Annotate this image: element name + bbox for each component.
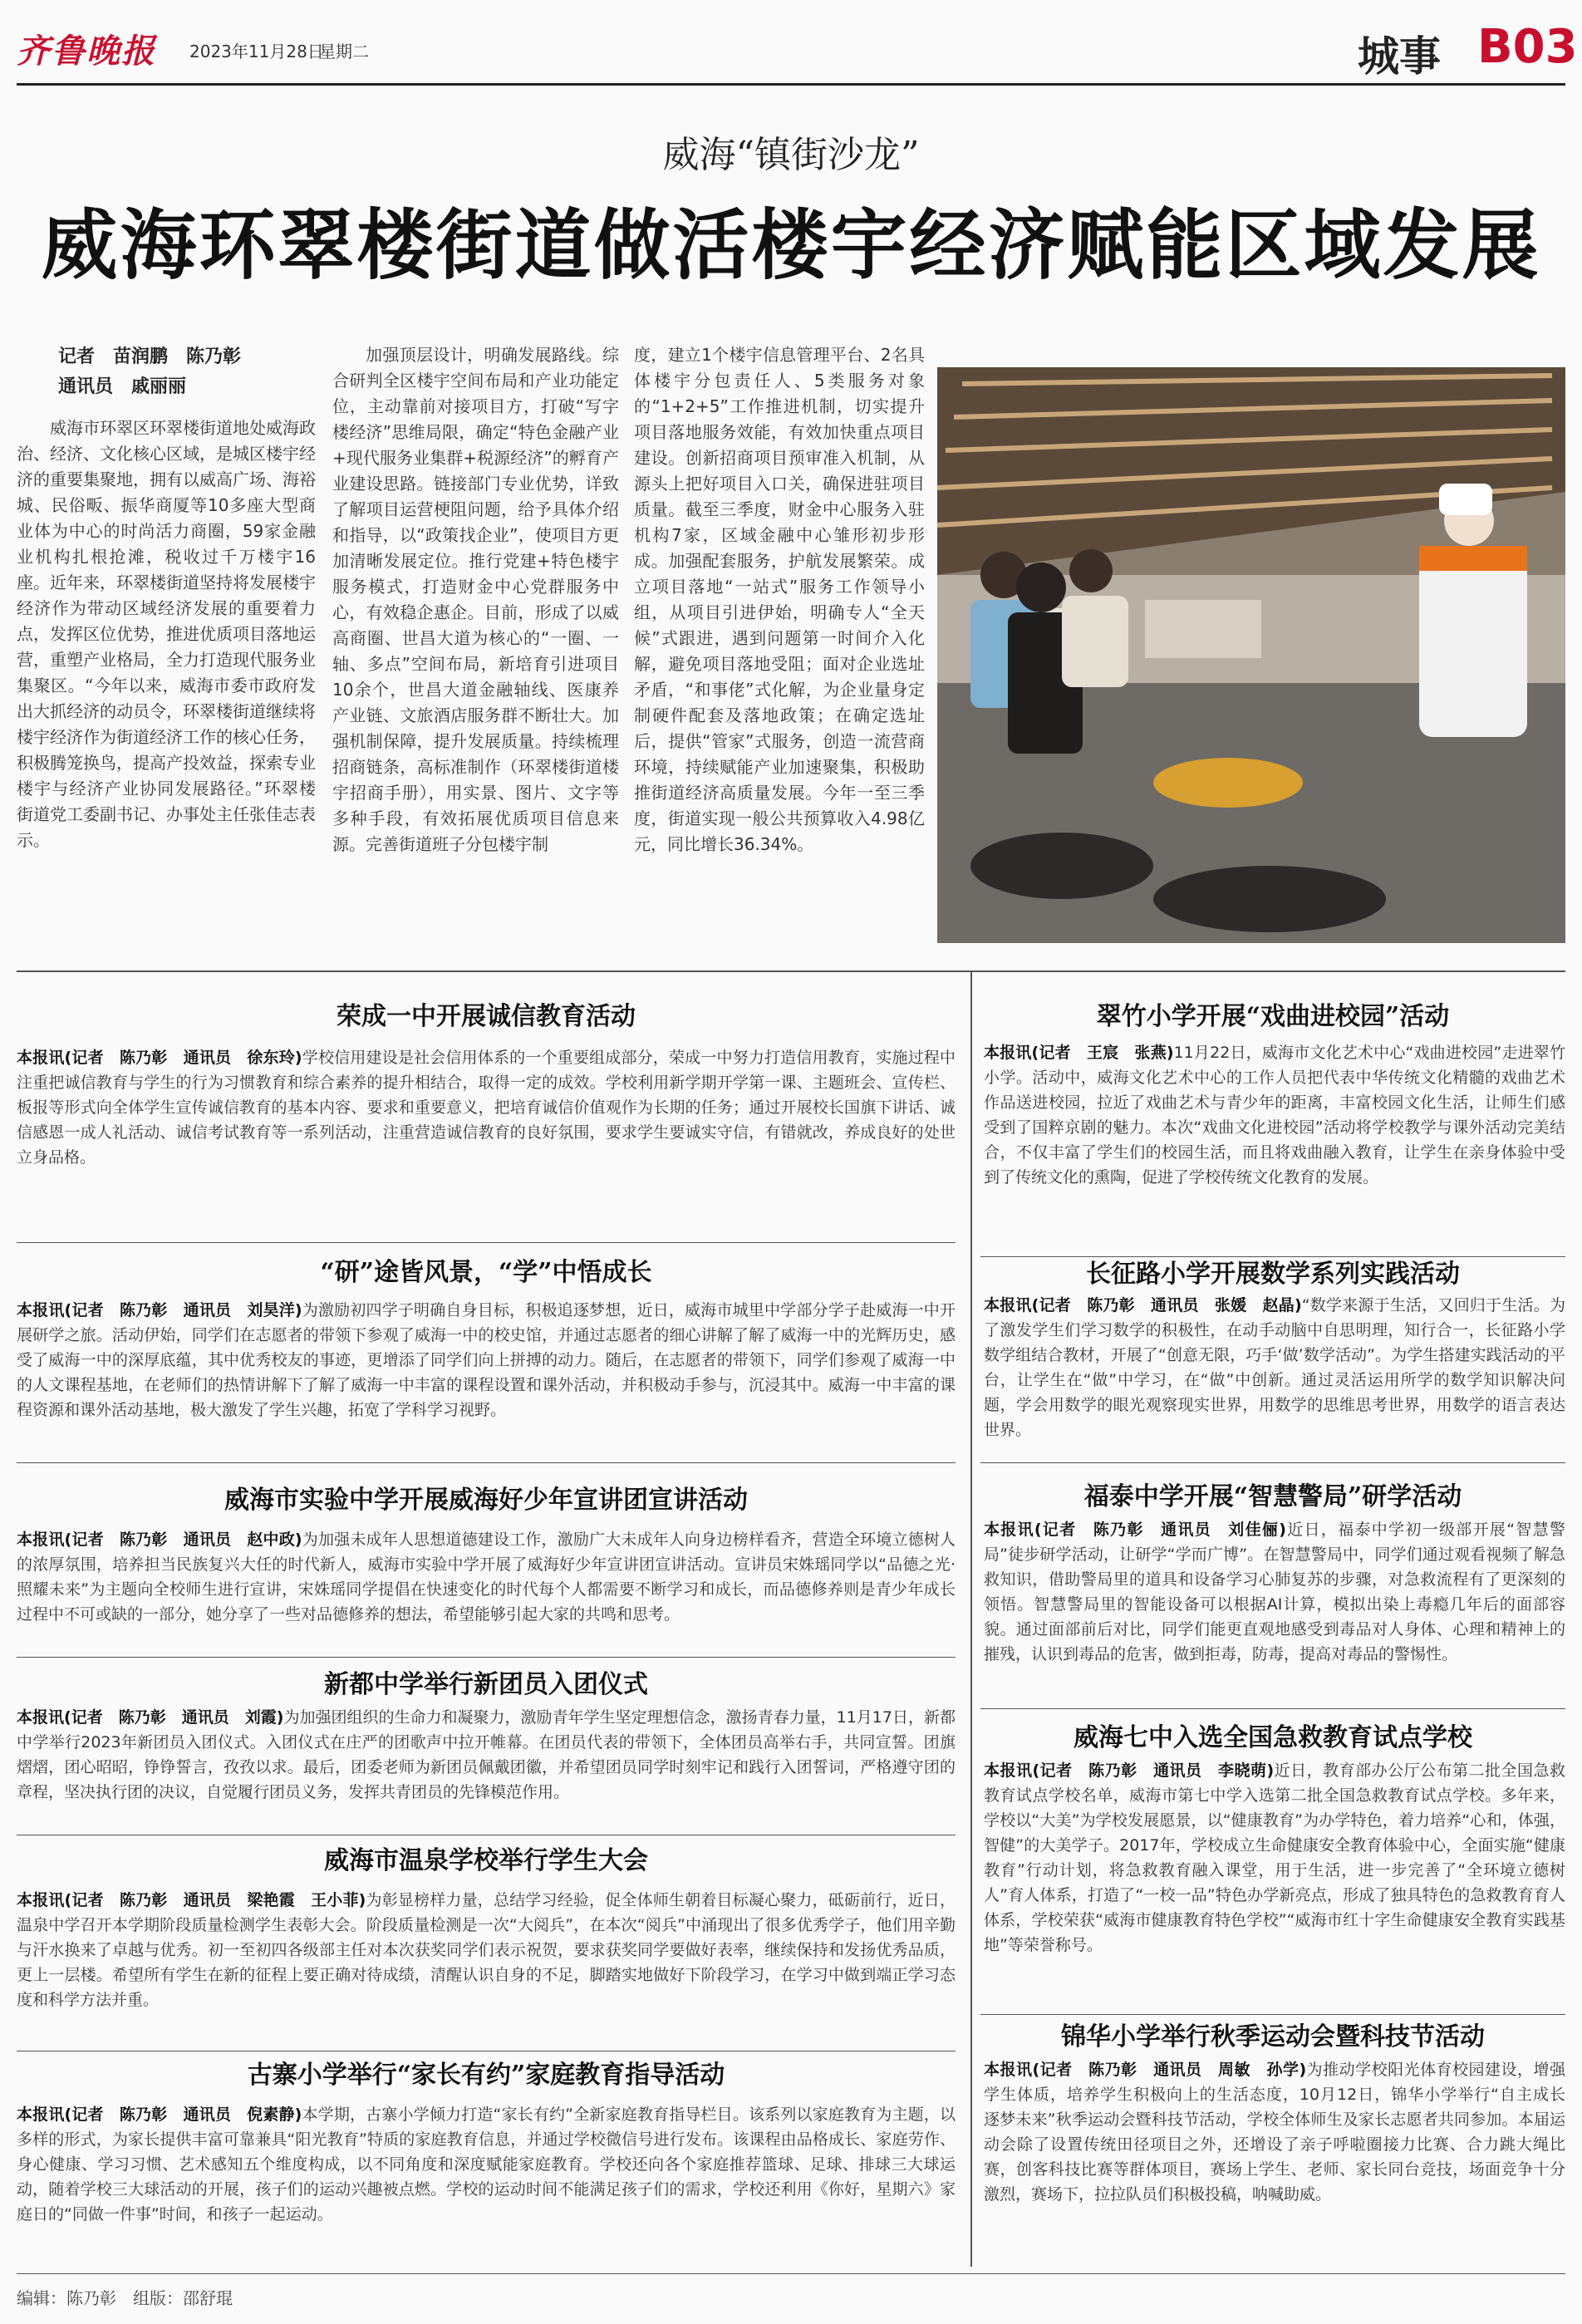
issue-date: 2023年11月28日 [189, 42, 324, 61]
article-body [17, 1705, 956, 1830]
article-text: 本学期，古寨小学倾力打造“家长有约”全新家庭教育指导栏目。该系列以家庭教育为主题，以多样的形式，为家长提供丰富可靠兼具“阳光教育”特质的家庭教育信息，并通过学校微信号进行发布。该课程由品格成长、家庭劳作、身心健康、学习习惯、艺术感知五个维度构成，以不同角度和深度赋能家庭教育。学校还向各个家庭推荐篮球、足球、排球三大球运动，随着学校三大球活动的开展，孩子们的运动兴趣被点燃。学校的运动时间不能满足孩子们的需求，学校还利用《你好，星期六》家庭日的“同做一件事”时间，和孩子一起运动。 [17, 2105, 956, 2223]
article-divider [980, 1708, 1565, 1709]
article-title: 福泰中学开展“智慧警局”研学活动 [1083, 1482, 1462, 1511]
lead-headline: 威海环翠楼街道做活楼宇经济赋能区域发展 [41, 200, 1541, 290]
article-body [984, 2057, 1582, 2265]
article-title: 翠竹小学开展“戏曲进校园”活动 [1096, 1002, 1450, 1031]
article-lead: 本报讯(记者 陈乃彰 通讯员 刘霞) [17, 1708, 284, 1727]
article-lead: 本报讯(记者 王宸 张燕) [984, 1044, 1174, 1062]
article-body [984, 1293, 1565, 1457]
column-divider [970, 970, 972, 2267]
section-name: 城事 [1358, 32, 1441, 81]
article-lead: 本报讯(记者 陈乃彰 通讯员 周敏 孙学) [984, 2061, 1307, 2079]
header-rule [17, 83, 1565, 86]
article-title: 威海七中入选全国急救教育试点学校 [1074, 1723, 1472, 1752]
article-lead: 本报讯(记者 陈乃彰 通讯员 李晓萌) [984, 1761, 1275, 1780]
editor-credit: 编辑：陈乃彰 组版：邵舒琨 [17, 2288, 233, 2308]
article-divider [980, 2014, 1565, 2015]
article-body [17, 2102, 956, 2260]
article-text: 学校信用建设是社会信用体系的一个重要组成部分，荣成一中努力打造信用教育，实施过程中注重把诚信教育与学生的行为习惯教育和综合素养的提升相结合，取得一定的成效。学校利用新学期开学第一课、主题班会、宣传栏、板报等形式向全体学生宣传诚信教育的基本内容、要求和重要意义，把培育诚信价值观作为长期的任务；通过开展校长国旗下讲话、诚信感恩一成人礼活动、诚信考试教育等一系列活动，注重营造诚信教育的良好氛围，要求学生要诚实守信，有错就改，养成良好的处世立身品格。 [17, 1049, 956, 1167]
article-text: 11月22日，威海市文化艺术中心“戏曲进校园”走进翠竹小学。活动中，威海文化艺术中心的工作人员把代表中华传统文化精髓的戏曲艺术作品送进校园，拉近了戏曲艺术与青少年的距离，丰富校园文化生活，让师生们感受到了国粹京剧的魅力。本次“戏曲文化进校园”活动将学校教学与课外活动完美结合，不仅丰富了学生们的校园生活，而且将戏曲融入教育，让学生在亲身体验中受到了传统文化的熏陶，促进了学校传统文化教育的发展。 [984, 1044, 1565, 1187]
article-divider [980, 1462, 1565, 1463]
lead-photo [937, 367, 1565, 943]
article-title: 古寨小学举行“家长有约”家庭教育指导活动 [247, 2061, 725, 2090]
article-title: 新都中学举行新团员入团仪式 [324, 1670, 648, 1699]
article-text: 近日，福泰中学初一级部开展“智慧警局”徒步研学活动，让研学“学而广博”。在智慧警局中，同学们通过观看视频了解急救知识，借助警局里的道具和设备学习心肺复苏的步骤，对急救流程有了更深刻的领悟。智慧警局里的智能设备可以根据AI计算，模拟出染上毒瘾几年后的面部容貌。通过面部前后对比，同学们能更直观地感受到毒品对人身体、心理和精神上的摧残，认识到毒品的危害，做到拒毒，防毒，提高对毒品的警惕性。 [984, 1521, 1565, 1663]
article-title: 威海市温泉学校举行学生大会 [324, 1846, 648, 1875]
article-lead: 本报讯(记者 陈乃彰 通讯员 徐东玲) [17, 1049, 302, 1067]
article-divider [17, 1242, 956, 1243]
article-text: 为加强团组织的生命力和凝聚力，激励青年学生坚定理想信念，激扬青春力量，11月17日，新都中学举行2023年新团员入团仪式。入团仪式在庄严的团歌声中拉开帷幕。在团员代表的带领下，全体团员高举右手，共同宣誓。团旗熠熠，团心昭昭，铮铮誓言，孜孜以求。最后，团委老师为新团员佩戴团徽，并希望团员同学时刻牢记和践行入团誓词，严格遵守团的章程，坚决执行团的决议，自觉履行团员义务，发挥共青团员的先锋模范作用。 [17, 1708, 956, 1801]
article-body [984, 1040, 1565, 1253]
article-text: 为加强未成年人思想道德建设工作，激励广大未成年人向身边榜样看齐，营造全环境立德树人的浓厚氛围，培养担当民族复兴大任的时代新人，威海市实验中学开展了威海好少年宣讲团宣讲活动。宣讲员宋姝瑶同学以“品德之光·照耀未来”为主题向全校师生进行宣讲，宋姝瑶同学提倡在快速变化的时代每个人都需要不断学习和成长，而品德修养则是青少年成长过程中不可或缺的一部分，她分享了一些对品德修养的想法，希望能够引起大家的共鸣和思考。 [17, 1530, 956, 1624]
article-title: “研”途皆风景，“学”中悟成长 [320, 1258, 652, 1287]
article-lead: 本报讯(记者 陈乃彰 通讯员 张媛 赵晶) [984, 1296, 1302, 1314]
article-text: 近日，教育部办公厅公布第二批全国急救教育试点学校名单，威海市第七中学入选第二批全国急救教育试点学校。多年来，学校以“大美”为学校发展愿景，以“健康教育”为办学特色，着力培养“心和，体强，智健”的大美学子。2017年，学校成立生命健康安全教育体验中心，全面实施“健康教育”行动计划，将急救教育融入课堂，用于生活，进一步完善了“全环境立德树人”育人体系，打造了“一校一品”特色办学新亮点，形成了独具特色的急救教育育人体系，学校荣获“威海市健康教育特色学校”“威海市红十字生命健康安全教育实践基地”等荣誉称号。 [984, 1761, 1565, 1954]
newspaper-logo: 齐鲁晚报 [17, 32, 156, 71]
lead-byline-reporters: 记者 苗润鹏 陈乃彰 [58, 346, 242, 367]
lead-column-2: 加强顶层设计，明确发展路线。综合研判全区楼宇空间布局和产业功能定位，主动靠前对接项目方，打破“写字楼经济”思维局限，确定“特色金融产业+现代服务业集群+税源经济”的孵育产业建设思路。链接部门专业优势，详致了解项目运营梗阻问题，给予具体介绍和指导，以“政策找企业”，使项目方更加清晰发展定位。推行党建+特色楼宇服务模式，打造财金中心党群服务中心，有效稳企惠企。目前，形成了以威高商圈、世昌大道为核心的“一圈、一轴、多点”空间布局，新培育引进项目10余个，世昌大道金融轴线、医康养产业链、文旅酒店服务群不断壮大。加强机制保障，提升发展质量。持续梳理招商链条，高标准制作（环翠楼街道楼宇招商手册），用实景、图片、文字等多种手段，有效拓展优质项目信息来源。完善街道班子分包楼宇制 [332, 345, 619, 854]
article-body [17, 1527, 956, 1652]
lead-byline [58, 342, 316, 402]
article-body [984, 1517, 1565, 1703]
article-text: “数学来源于生活，又回归于生活。为了激发学生们学习数学的积极性，在动手动脑中自思明理，知行合一，长征路小学数学组结合教材，开展了“创意无限，巧手‘做’数学活动”。为学生搭建实践活动的平台，让学生在“做”中学习，在“做”中创新。通过灵活运用所学的数学知识解决问题，学会用数学的眼光观察现实世界，用数学的思维思考世界，用数学的语言表达世界。 [984, 1296, 1565, 1439]
article-text: 为彰显榜样力量，总结学习经验，促全体师生朝着目标凝心聚力，砥砺前行，近日，温泉中学召开本学期阶段质量检测学生表彰大会。阶段质量检测是一次“大阅兵”，在本次“阅兵”中涌现出了很多优秀学子，他们用辛勤与汗水换来了卓越与优秀。初一至初四各级部主任对本次获奖同学们表示祝贺，要求获奖同学要做好表率，继续保持和发扬优秀品质，更上一层楼。希望所有学生在新的征程上要正确对待成绩，清醒认识自身的不足，脚踏实地做好下阶段学习，在学习中做到端正学习态度和科学方法并重。 [17, 1891, 956, 2009]
article-text: 为激励初四学子明确自身目标，积极追逐梦想，近日，威海市城里中学部分学子赴威海一中开展研学之旅。活动伊始，同学们在志愿者的带领下参观了威海一中的校史馆，并通过志愿者的细心讲解了解了威海一中的光辉历史，感受了威海一中的深厚底蕴，其中优秀校友的事迹，更增添了同学们向上拼搏的动力。随后，在志愿者的带领下，同学们参观了威海一中的人文课程基地，在老师们的热情讲解下了解了威海一中丰富的课程设置和课外活动，并积极动手参与，沉浸其中。威海一中丰富的课程资源和课外活动基地，极大激发了学生兴趣，拓宽了学科学习视野。 [17, 1301, 956, 1419]
lead-kicker: 威海“镇街沙龙” [662, 134, 920, 176]
article-body [17, 1045, 956, 1238]
article-divider [17, 1462, 956, 1463]
article-title: 荣成一中开展诚信教育活动 [337, 1002, 636, 1031]
article-body [17, 1298, 956, 1456]
lead-byline-correspondent: 通讯员 戚丽丽 [58, 376, 187, 397]
article-lead: 本报讯(记者 陈乃彰 通讯员 梁艳霞 王小菲) [17, 1891, 366, 1909]
article-lead: 本报讯(记者 陈乃彰 通讯员 刘昊洋) [17, 1301, 302, 1319]
footer-rule [17, 2273, 1565, 2274]
article-text: 为推动学校阳光体育校园建设，增强学生体质，培养学生积极向上的生活态度，10月12日，锦华小学举行“自主成长 逐梦未来”秋季运动会暨科技节活动，学校全体师生及家长志愿者共同参加。本届运动会除了设置传统田径项目之外，还增设了亲子呼啦圈接力比赛、合力跳大绳比赛，创客科技比赛等群体项目，赛场上学生、老师、家长同台竞技，场面竞争十分激烈，赛场下，拉拉队员们积极投稿，呐喊助威。 [984, 2061, 1582, 2204]
article-lead: 本报讯(记者 陈乃彰 通讯员 赵中政) [17, 1530, 302, 1549]
article-title: 锦华小学举行秋季运动会暨科技节活动 [1061, 2022, 1485, 2051]
article-divider [17, 1657, 956, 1658]
article-body [17, 1888, 956, 2046]
article-body [984, 1758, 1565, 2007]
lead-column-1: 威海市环翠区环翠楼街道地处威海政治、经济、文化核心区域，是城区楼宇经济的重要集聚地，拥有以威高广场、海裕城、民俗畈、振华商厦等10多座大型商业体为中心的时尚活力商圈，59家金融业机构扎根抢滩，税收过千万楼宇16座。近年来，环翠楼街道坚持将发展楼宇经济作为带动区域经济发展的重要着力点，发挥区位优势，推进优质项目落地运营，重塑产业格局，全力打造现代服务业集聚区。“今年以来，威海市委市政府发出大抓经济的动员令，环翠楼街道继续将楼宇经济作为街道经济工作的核心任务，积极腾笼换鸟，提高产投效益，探索专业楼宇与经济产业协同发展路径。”环翠楼街道党工委副书记、办事处主任张佳志表示。 [17, 418, 316, 850]
issue-weekday: 星期二 [319, 42, 369, 61]
page-number: B03 [1477, 20, 1578, 74]
canteen-photo-illustration [937, 367, 1565, 943]
article-lead: 本报讯(记者 陈乃彰 通讯员 刘佳俪) [984, 1521, 1286, 1539]
article-title: 威海市实验中学开展威海好少年宣讲团宣讲活动 [224, 1486, 748, 1515]
lead-column-3: 度，建立1个楼宇信息管理平台、2名具体楼宇分包责任人、5类服务对象的“1+2+5”工作推进机制，切实提升项目落地服务效能，有效加快重点项目建设。创新招商项目预审准入机制，从源头上把好项目入口关，确保进驻项目质量。截至三季度，财金中心服务入驻机构7家，区域金融中心雏形初步形成。加强配套服务，护航发展繁荣。成立项目落地“一站式”服务工作领导小组，从项目引进伊始，明确专人“全天候”式跟进，遇到问题第一时间介入化解，避免项目落地受阻；面对企业选址矛盾，“和事佬”式化解，为企业量身定制硬件配套及落地政策；在确定选址后，提供“管家”式服务，创造一流营商环境，持续赋能产业加速聚集，积极助推街道经济高质量发展。今年一至三季度，街道实现一般公共预算收入4.98亿元，同比增长36.34%。 [634, 345, 925, 854]
article-title: 长征路小学开展数学系列实践活动 [1086, 1260, 1460, 1289]
section-divider [17, 970, 1565, 972]
article-lead: 本报讯(记者 陈乃彰 通讯员 倪素静) [17, 2105, 302, 2124]
